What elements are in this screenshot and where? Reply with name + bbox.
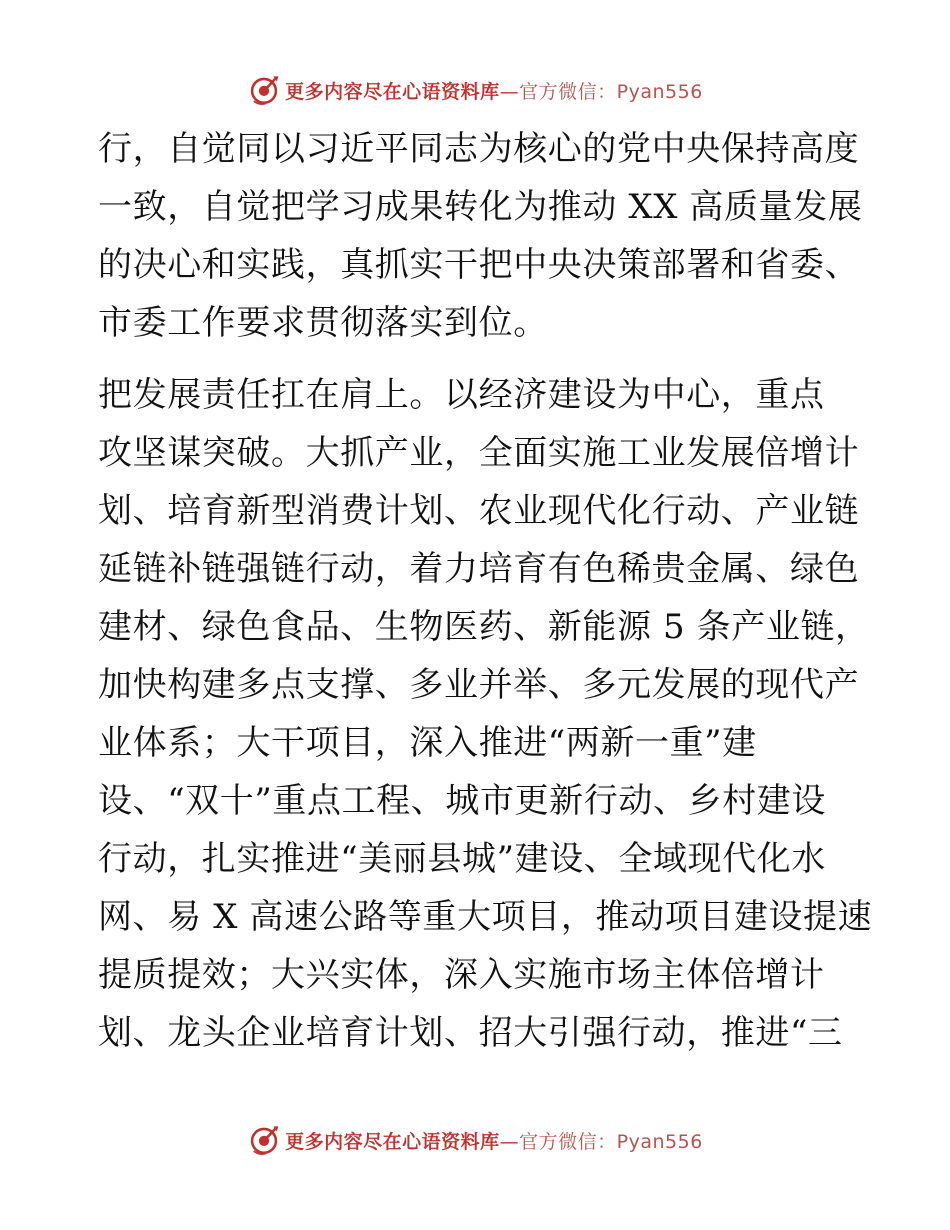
banner-wechat-text: 官方微信：Pyan556 bbox=[519, 1130, 703, 1153]
paragraph bbox=[98, 120, 863, 352]
text-line: 延链补链强链行动，着力培育有色稀贵金属、绿色 bbox=[98, 549, 860, 589]
header-watermark-banner bbox=[0, 70, 950, 110]
text-line: 划、培育新型消费计划、农业现代化行动、产业链 bbox=[98, 491, 860, 531]
text-line: 建材、绿色食品、生物医药、新能源 5 条产业链， bbox=[98, 607, 870, 647]
text-line: 市委工作要求贯彻落实到位。 bbox=[98, 303, 548, 343]
banner-wechat-text: 官方微信：Pyan556 bbox=[519, 80, 703, 103]
text-line: 一致，自觉把学习成果转化为推动 XX 高质量发展 bbox=[98, 187, 863, 227]
banner-text bbox=[285, 1127, 703, 1154]
text-line: 划、龙头企业培育计划、招大引强行动，推进“三 bbox=[98, 1013, 843, 1053]
text-line: 设、“双十”重点工程、城市更新行动、乡村建设 bbox=[98, 781, 826, 821]
text-line: 业体系；大干项目，深入推进“两新一重”建 bbox=[98, 723, 757, 763]
text-line: 把发展责任扛在肩上。以经济建设为中心，重点 bbox=[98, 375, 825, 415]
text-line: 攻坚谋突破。大抓产业，全面实施工业发展倍增计 bbox=[98, 433, 860, 473]
footer-watermark-banner bbox=[0, 1120, 950, 1160]
text-line: 行，自觉同以习近平同志为核心的党中央保持高度 bbox=[98, 129, 860, 169]
banner-main-text: 更多内容尽在心语资料库 bbox=[285, 1130, 500, 1153]
brand-logo-icon bbox=[247, 73, 281, 107]
banner-separator: — bbox=[499, 1130, 520, 1153]
banner-text bbox=[285, 77, 703, 104]
banner-separator: — bbox=[499, 80, 520, 103]
text-line: 加快构建多点支撑、多业并举、多元发展的现代产 bbox=[98, 665, 860, 705]
document-body bbox=[98, 120, 873, 1062]
banner-main-text: 更多内容尽在心语资料库 bbox=[285, 80, 500, 103]
text-line: 提质提效；大兴实体，深入实施市场主体倍增计 bbox=[98, 955, 825, 995]
text-line: 的决心和实践，真抓实干把中央决策部署和省委、 bbox=[98, 245, 860, 285]
paragraph bbox=[98, 366, 873, 1062]
brand-logo-icon bbox=[247, 1123, 281, 1157]
paragraph-gap bbox=[98, 352, 858, 366]
text-line: 网、易 X 高速公路等重大项目，推动项目建设提速 bbox=[98, 897, 873, 937]
text-line: 行动，扎实推进“美丽县城”建设、全域现代化水 bbox=[98, 839, 826, 879]
